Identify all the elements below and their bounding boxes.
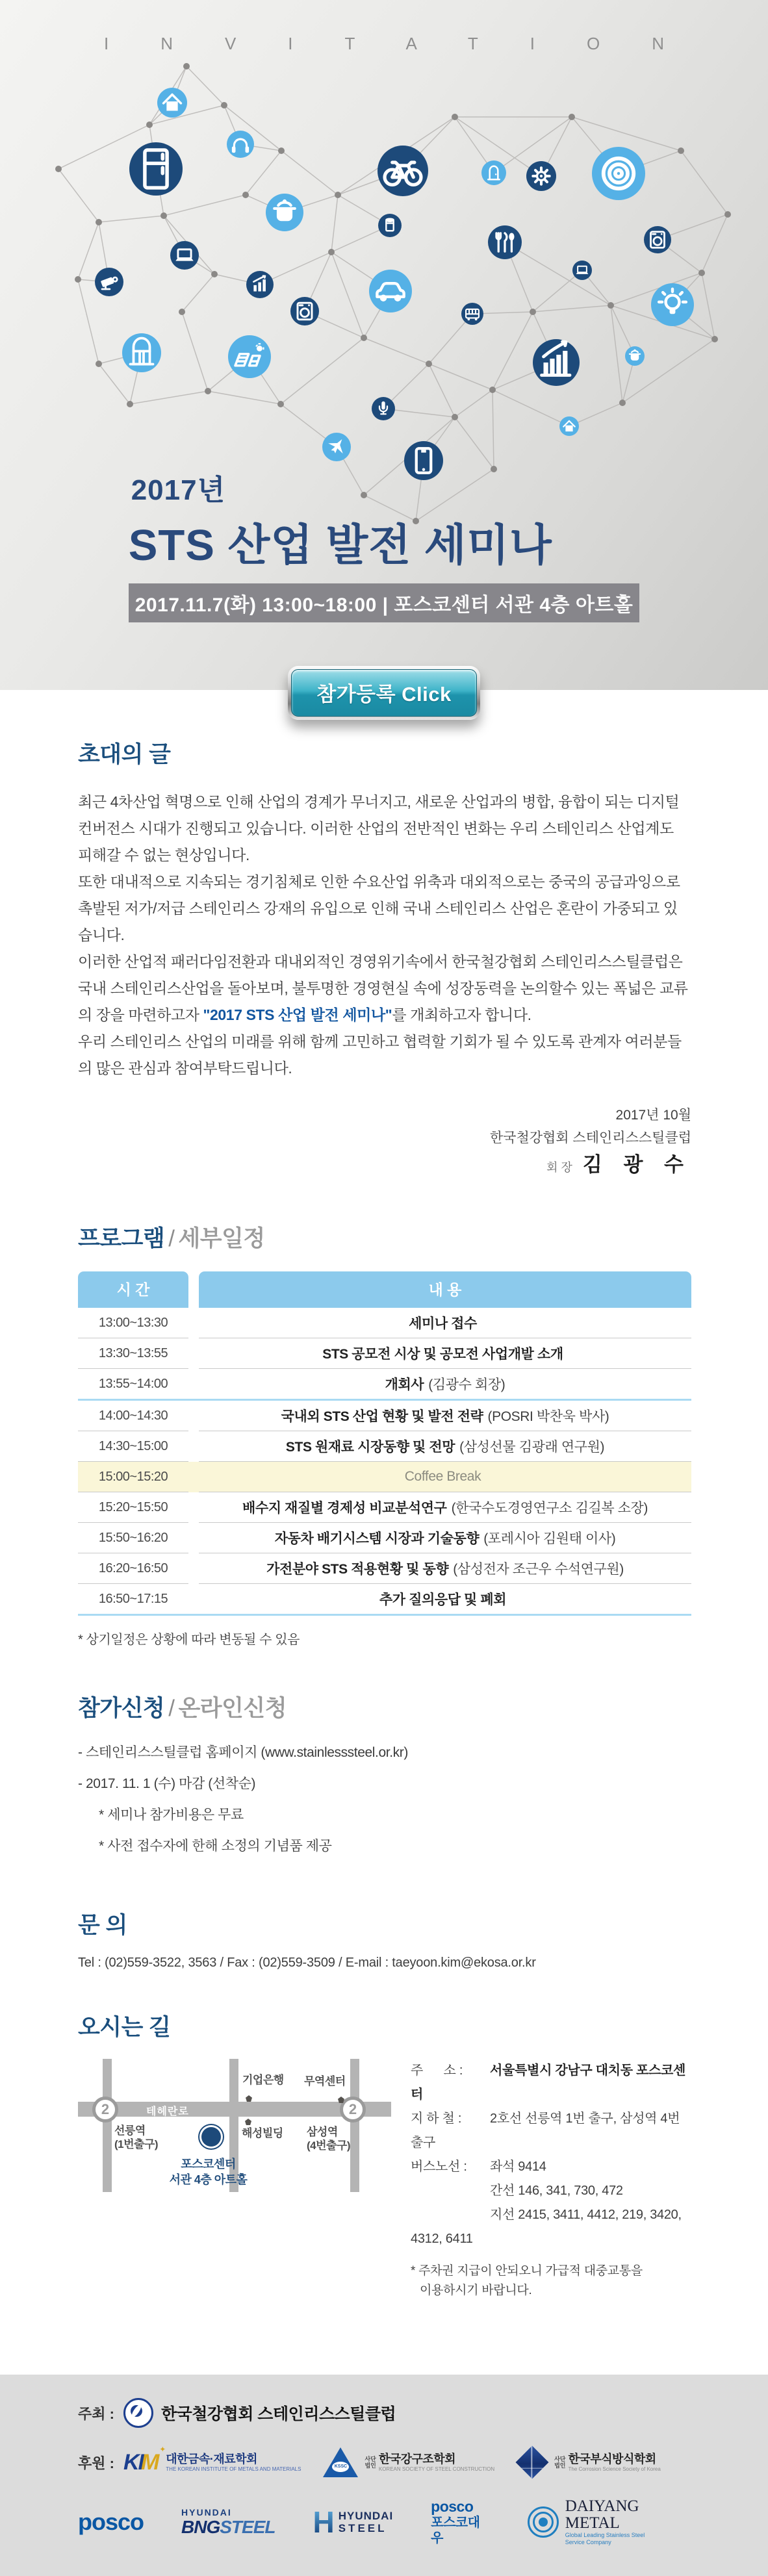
venue-label: 포스코센터 서관 4층 아트홀 — [169, 2158, 248, 2186]
directions-heading: 오시는 길 — [78, 2015, 171, 2040]
hyundai-bngsteel-logo: HYUNDAI BNGSTEEL — [181, 2506, 275, 2537]
register-button-label: 참가등록 Click — [291, 669, 477, 717]
invitation-body — [78, 789, 691, 1082]
parking-note: * 주차권 지급이 안되오니 가급적 대중교통을 이용하시기 바랍니다. — [411, 2264, 643, 2297]
silo-icon — [122, 333, 161, 372]
chart-icon — [246, 271, 274, 298]
sponsor-row — [78, 2447, 729, 2477]
lightbulb-icon — [651, 283, 694, 326]
map-label-haesung-building: 해성빌딩 — [242, 2127, 283, 2139]
invitation-paragraph: 또한 대내적으로 지속되는 경기침체로 인한 수요산업 위축과 대외적으로는 중국의 공급과잉으로 촉발된 저가/저급 스테인리스 강재의 유입으로 인해 국내 스테인리스 산업은 혼란이 가중되고 있습니다. — [78, 873, 680, 943]
map-road-vertical — [350, 2059, 359, 2192]
bicycle-icon — [378, 146, 428, 196]
apply-gift-note: * 사전 접수자에 한해 소정의 기념품 제공 — [99, 1839, 332, 1854]
date-venue-banner: 2017.11.7(화) 13:00~18:00 | 포스코센터 서관 4층 아트홀 — [129, 583, 640, 622]
posco-logo: posco — [78, 2508, 144, 2535]
pot-icon — [625, 346, 645, 366]
refrigerator-icon — [129, 142, 183, 196]
program-note: * 상기일정은 상황에 따라 변동될 수 있음 — [78, 1633, 300, 1647]
host-name: 한국철강협회 스테인리스스틸클럽 — [160, 2405, 396, 2423]
program-row-coffee-break: 15:00~15:20 Coffee Break — [78, 1462, 691, 1492]
invitation-paragraph: 이러한 산업적 패러다임전환과 대내외적인 경영위기속에서 한국철강협회 스테인리스스틸클럽은 국내 스테인리스산업을 돌아보며, 불투명한 경영현실 속에 성장동력을 논의할수 있는 폭넓은 교류의 장을 마련하고자 "2017 STS 산업 발전 세미나"를 개최하고자 합니다. — [78, 953, 688, 1023]
apply-deadline-line: - 2017. 11. 1 (수) 마감 (선착순) — [78, 1776, 256, 1791]
laptop-icon — [170, 241, 199, 270]
invitation-label: INVITATION — [103, 34, 717, 53]
apply-section — [78, 1690, 691, 1862]
subway-row: 지 하 철 : 2호선 선릉역 1번 출구, 삼성역 4번 출구 — [411, 2111, 680, 2150]
map-road-vertical — [103, 2059, 112, 2192]
program-row: 13:30~13:55 STS 공모전 시상 및 공모전 사업개발 소개 — [78, 1338, 691, 1369]
laptop-icon — [572, 261, 592, 280]
house-icon — [157, 88, 187, 118]
gear-icon — [526, 161, 556, 191]
corrosion-diamond-icon — [516, 2446, 549, 2479]
pot-icon — [266, 194, 303, 231]
bus-row: 간선 146, 341, 730, 472 — [490, 2184, 623, 2198]
steel-coil-icon — [592, 147, 645, 200]
invitation-heading: 초대의 글 — [78, 742, 171, 767]
program-row: 15:20~15:50 배수지 재질별 경제성 비교분석연구 (한국수도경영연구소 김길복 소장) — [78, 1492, 691, 1523]
partner-logo-row — [78, 2498, 729, 2546]
main-content — [0, 690, 768, 2337]
washing-machine-icon — [290, 297, 319, 325]
apply-homepage-line: - 스테인리스스틸클럽 홈페이지 (www.stainlesssteel.or.kr) — [78, 1745, 408, 1760]
map-marker — [246, 2095, 252, 2102]
directions-section — [78, 2009, 691, 2301]
solar-panel-icon — [228, 335, 271, 378]
map-marker — [338, 2097, 344, 2103]
seminar-year: 2017년 — [131, 474, 226, 506]
register-button[interactable] — [288, 666, 480, 720]
house-icon — [559, 416, 579, 436]
contact-section — [78, 1907, 691, 1970]
corrosion-society-logo: 사단 법인 한국부식방식학회 The Corrosion Science Society of Korea — [517, 2451, 661, 2474]
door-icon — [481, 160, 506, 185]
column-header-time: 시 간 — [78, 1271, 188, 1308]
program-row: 14:30~15:00 STS 원재료 시장동향 및 전망 (삼성선물 김광래 연구원) — [78, 1431, 691, 1462]
program-row: 16:20~16:50 가전분야 STS 적용현황 및 동향 (삼성전자 조근우 수석연구원) — [78, 1553, 691, 1584]
apply-fee-note: * 세미나 참가비용은 무료 — [99, 1807, 244, 1822]
car-icon — [369, 270, 412, 312]
address-row: 주 소 : 서울특별시 강남구 대치동 포스코센터 — [411, 2063, 686, 2102]
title-block — [0, 466, 768, 622]
program-row: 14:00~14:30 국내외 STS 산업 현황 및 발전 전략 (POSRI 박찬욱 박사) — [78, 1401, 691, 1431]
kssc-triangle-icon: KSSC — [323, 2447, 358, 2477]
signature-block — [78, 1104, 691, 1179]
column-header-content: 내 용 — [199, 1271, 691, 1308]
invitation-section — [78, 690, 691, 1179]
washing-machine-icon — [644, 226, 671, 253]
map-label-samseong-station: 삼성역 (4번출구) — [307, 2126, 351, 2152]
microphone-icon — [372, 397, 395, 420]
map-road-label: 테헤란로 — [146, 2106, 189, 2117]
venue-marker — [201, 2127, 221, 2147]
bus-icon — [461, 303, 483, 325]
signature-role: 회 장 — [546, 1161, 572, 1174]
can-icon — [378, 214, 402, 237]
daiyang-metal-logo: DAIYANG METAL Global Leading Stainless Steel Service Company — [528, 2498, 691, 2546]
directions-info — [411, 2059, 691, 2301]
contact-line: Tel : (02)559-3522, 3563 / Fax : (02)559-3509 / E-mail : taeyoon.kim@ekosa.or.kr — [78, 1956, 536, 1970]
map-label-seolleung-station: 선릉역 (1번출구) — [114, 2124, 159, 2150]
signature-date: 2017년 10월 — [615, 1108, 691, 1123]
cutlery-icon — [488, 225, 522, 259]
hero-section — [0, 0, 768, 690]
cctv-camera-icon — [95, 268, 123, 296]
host-row — [78, 2398, 729, 2428]
program-section — [78, 1221, 691, 1648]
host-label: 주최 : — [78, 2405, 114, 2422]
program-table — [78, 1271, 691, 1616]
corporation-label: 사단 법인 — [554, 2456, 566, 2469]
map-marker — [245, 2119, 251, 2125]
program-table-header — [78, 1271, 691, 1308]
daiyang-rings-icon — [528, 2506, 559, 2538]
apply-details — [78, 1737, 691, 1862]
kssc-sponsor-logo: KSSC 사단 법인 한국강구조학회 KOREAN SOCIETY OF STEEL CONSTRUCTION — [323, 2447, 494, 2477]
airplane-icon — [322, 433, 351, 461]
seminar-title: STS 산업 발전 세미나 — [128, 521, 552, 570]
seminar-name-highlight: "2017 STS 산업 발전 세미나" — [203, 1006, 392, 1023]
program-row: 13:55~14:00 개회사 (김광수 회장) — [78, 1369, 691, 1401]
map-label-trade-center: 무역센터 — [304, 2075, 346, 2087]
program-heading: 프로그램 / 세부일정 — [78, 1226, 265, 1251]
signature-org: 한국철강협회 스테인리스스틸클럽 — [489, 1130, 691, 1145]
apply-heading: 참가신청 / 온라인신청 — [78, 1696, 287, 1721]
kosa-logo-icon — [123, 2398, 153, 2428]
headphones-icon — [227, 131, 254, 158]
bus-row: 버스노선 : 좌석 9414 — [411, 2160, 546, 2174]
growth-chart-icon — [533, 339, 580, 386]
sponsor-label: 후원 : — [78, 2455, 114, 2471]
subway-line2-badge: 2 — [92, 2097, 118, 2123]
invitation-paragraph: 우리 스테인리스 산업의 미래를 위해 함께 고민하고 협력할 기회가 될 수 있도록 관계자 여러분들의 많은 관심과 참여부탁드립니다. — [78, 1033, 682, 1077]
kim-logo-icon: M ✦ — [141, 2450, 159, 2475]
invitation-paragraph: 최근 4차산업 혁명으로 인해 산업의 경계가 무너지고, 새로운 산업과의 병합, 융합이 되는 디지털 컨버전스 시대가 진행되고 있습니다. 이러한 산업의 전반적인 변화는 우리 스테인리스 산업계도 피해갈 수 없는 현상입니다. — [78, 793, 680, 863]
hyundai-h-icon: H — [313, 2505, 335, 2539]
signature-name: 김 광 수 — [582, 1153, 691, 1176]
hyundai-steel-logo: H HYUNDAI STEEL — [313, 2505, 394, 2539]
bus-row: 지선 2415, 3411, 4412, 219, 3420, 4312, 6411 — [411, 2208, 682, 2246]
program-row: 13:00~13:30 세미나 접수 — [78, 1308, 691, 1338]
map-label-bank: 기업은행 — [242, 2074, 284, 2086]
posco-daewoo-logo: posco 포스코대우 — [431, 2497, 480, 2545]
subway-line2-badge: 2 — [340, 2097, 366, 2123]
location-map — [78, 2059, 391, 2200]
kim-sponsor-logo: KI M ✦ 대한금속·재료학회 THE KOREAN INSTITUTE OF METALS AND MATERIALS — [123, 2450, 301, 2475]
contact-heading: 문 의 — [78, 1913, 127, 1938]
program-row: 16:50~17:15 추가 질의응답 및 폐회 — [78, 1584, 691, 1616]
program-row: 15:50~16:20 자동차 배기시스템 시장과 기술동향 (포레시아 김원태 이사) — [78, 1523, 691, 1553]
corporation-label: 사단 법인 — [365, 2456, 376, 2469]
footer — [0, 2375, 768, 2576]
